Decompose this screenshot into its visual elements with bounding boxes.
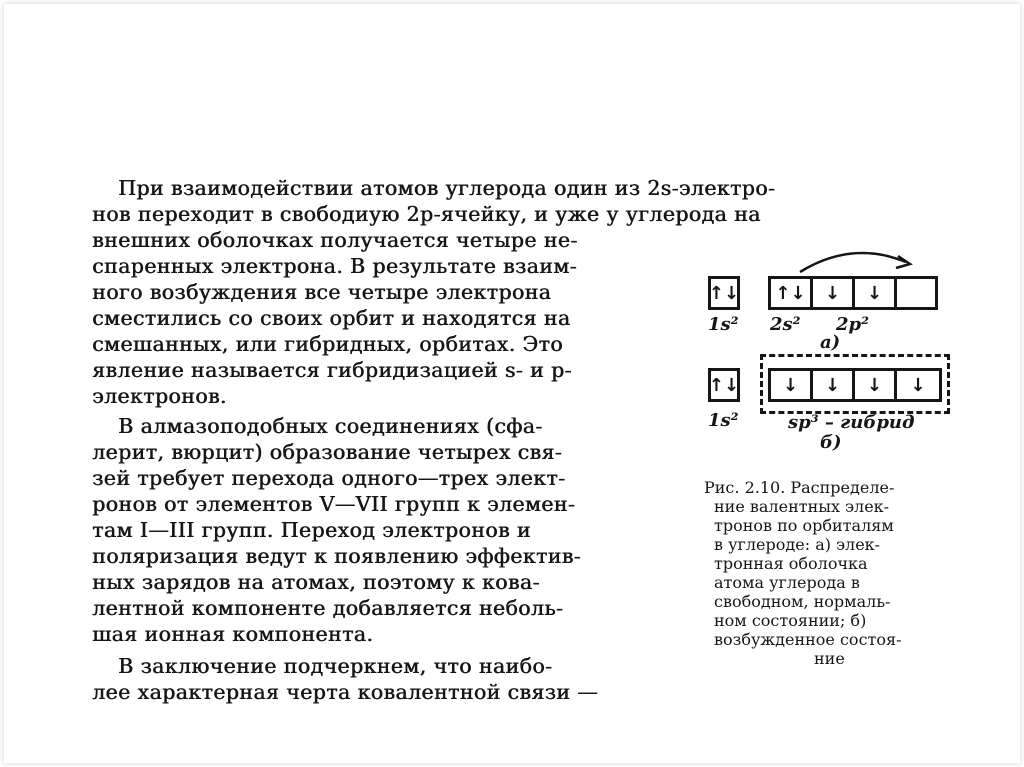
subfigure-b-tag: б) [820,432,842,453]
orbital-cell: ↓ [813,371,855,399]
scanned-page [92,168,972,704]
text-line: внешних оболочках получается четыре не- [92,228,578,252]
text-line: сместились со своих орбит и находятся на [92,306,571,330]
orbital-1s-box [708,368,740,402]
caption-line: свободном, нормаль- [714,592,891,611]
orbital-diagram [702,250,972,510]
orbital-1s-box [708,276,740,310]
orbital-2s2p-box [768,276,938,310]
orbital-cell: ↑↓ [708,374,740,396]
text-line: там I—III групп. Переход электронов и [92,518,531,542]
text-line: ронов от элементов V—VII групп к элемен- [92,492,576,516]
label-sp3-hybrid: sp³ – гибрид [788,412,915,433]
label-2p: 2p² [836,314,869,335]
figure-caption [704,478,964,668]
orbital-cell: ↑↓ [708,282,740,304]
text-line: зей требует перехода одного—трех элект- [92,466,566,490]
text-line: ного возбуждения все четыре электрона [92,280,552,304]
orbital-cell: ↓ [813,279,855,307]
text-line: ных зарядов на атомах, поэтому к кова- [92,570,540,594]
text-line: поляризация ведут к появлению эффектив- [92,544,581,568]
orbital-cell: ↓ [855,371,897,399]
text-line: явление называется гибридизацией s- и p- [92,358,572,382]
subfigure-a-tag: а) [820,332,841,353]
orbital-sp3-box [768,368,942,402]
text-line: нов переходит в свободиую 2p-ячейку, и уже у углерода на [92,202,761,226]
label-1s: 1s² [708,314,739,335]
orbital-cell: ↓ [910,374,926,396]
label-2s: 2s² [770,314,801,335]
caption-line: ние [814,649,845,668]
caption-line: ном состоянии; б) [714,611,867,630]
caption-line: возбужденное состоя- [714,630,902,649]
orbital-cell [897,279,935,307]
text-line: В алмазоподобных соединениях (сфа- [118,414,543,438]
text-line: При взаимодействии атомов углерода один из 2s-электро- [118,176,776,200]
caption-line: в углероде: а) элек- [714,535,881,554]
text-line: смешанных, или гибридных, орбитах. Это [92,332,563,356]
orbital-cell: ↓ [855,279,897,307]
caption-line: ние валентных элек- [714,497,890,516]
caption-line: Рис. 2.10. Распределе- [704,478,895,497]
orbital-cell: ↓ [771,371,813,399]
text-line: шая ионная компонента. [92,622,374,646]
label-1s: 1s² [708,410,739,431]
caption-line: тронная оболочка [714,554,868,573]
text-line: спаренных электрона. В результате взаим- [92,254,577,278]
text-line: лее характерная черта ковалентной связи — [92,680,599,704]
text-line: В заключение подчеркнем, что наибо- [118,654,553,678]
text-line: лентной компоненте добавляется неболь- [92,596,564,620]
caption-line: тронов по орбиталям [714,516,894,535]
orbital-cell: ↑↓ [771,279,813,307]
text-line: лерит, вюрцит) образование четырех свя- [92,440,562,464]
caption-line: атома углерода в [714,573,860,592]
text-line: электронов. [92,384,227,408]
